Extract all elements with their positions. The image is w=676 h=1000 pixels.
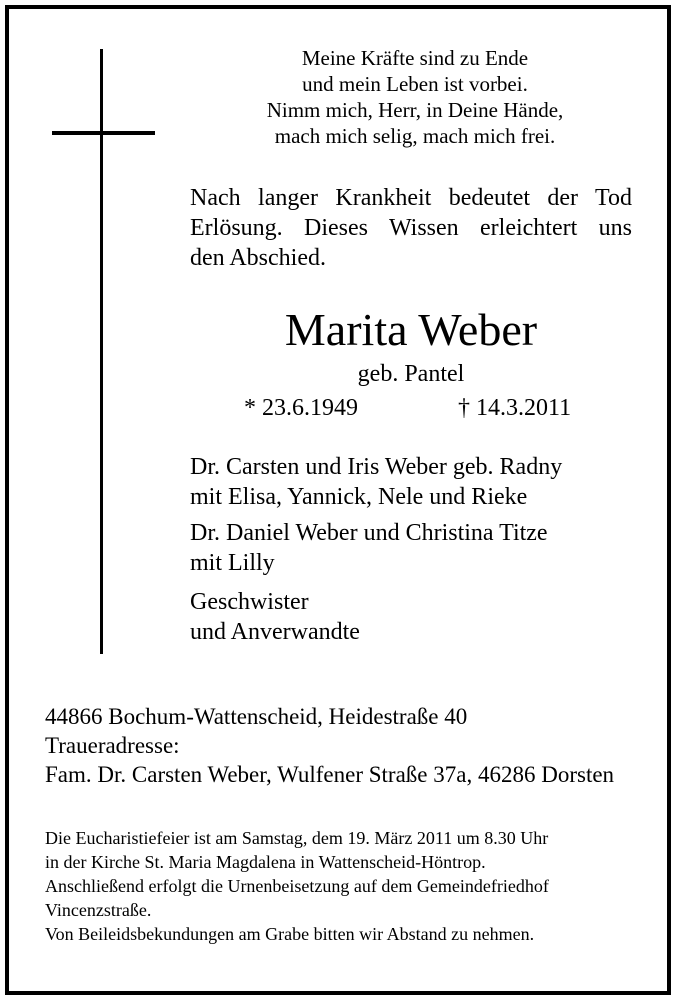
family-line: mit Elisa, Yannick, Nele und Rieke bbox=[190, 484, 528, 510]
family-line: Geschwister bbox=[190, 589, 309, 615]
intro-line: Nach langer Krankheit bedeutet der Tod bbox=[190, 185, 632, 211]
cross-horizontal-bar bbox=[52, 131, 155, 135]
notes-line: Vincenzstraße. bbox=[45, 900, 152, 920]
intro-line: Erlösung. Dieses Wissen erleichtert uns bbox=[190, 215, 632, 241]
service-notes bbox=[45, 826, 645, 946]
cross-vertical-bar bbox=[100, 49, 103, 654]
family-group bbox=[190, 518, 640, 578]
birth-name: geb. Pantel bbox=[357, 361, 465, 387]
family-group bbox=[190, 587, 640, 647]
family-group bbox=[190, 452, 640, 512]
intro-line: den Abschied. bbox=[190, 245, 326, 271]
verse-line: mach mich selig, mach mich frei. bbox=[274, 124, 556, 148]
family-line: und Anverwandte bbox=[190, 619, 360, 645]
death-date: † 14.3.2011 bbox=[458, 395, 572, 421]
address-line: 44866 Bochum-Wattenscheid, Heidestraße 40 bbox=[45, 704, 468, 729]
verse-line: und mein Leben ist vorbei. bbox=[302, 72, 528, 96]
notes-line: Die Eucharistiefeier ist am Samstag, dem 19. März 2011 um 8.30 Uhr bbox=[45, 828, 549, 848]
verse-line: Meine Kräfte sind zu Ende bbox=[301, 46, 529, 70]
intro-text bbox=[190, 183, 632, 273]
verse bbox=[200, 45, 630, 149]
birth-date: * 23.6.1949 bbox=[244, 395, 358, 421]
notes-line: in der Kirche St. Maria Magdalena in Wattenscheid-Höntrop. bbox=[45, 852, 486, 872]
verse-line: Nimm mich, Herr, in Deine Hände, bbox=[266, 98, 564, 122]
family-line: mit Lilly bbox=[190, 550, 275, 576]
address-label: Traueradresse: bbox=[45, 733, 180, 758]
notes-line: Von Beileidsbekundungen am Grabe bitten wir Abstand zu nehmen. bbox=[45, 924, 535, 944]
deceased-name: Marita Weber bbox=[284, 304, 538, 355]
family-line: Dr. Daniel Weber und Christina Titze bbox=[190, 520, 548, 546]
address-block bbox=[45, 702, 645, 789]
notes-line: Anschließend erfolgt die Urnenbeisetzung auf dem Gemeindefriedhof bbox=[45, 876, 549, 896]
address-line: Fam. Dr. Carsten Weber, Wulfener Straße 37a, 46286 Dorsten bbox=[45, 762, 615, 787]
family-line: Dr. Carsten und Iris Weber geb. Radny bbox=[190, 454, 563, 480]
